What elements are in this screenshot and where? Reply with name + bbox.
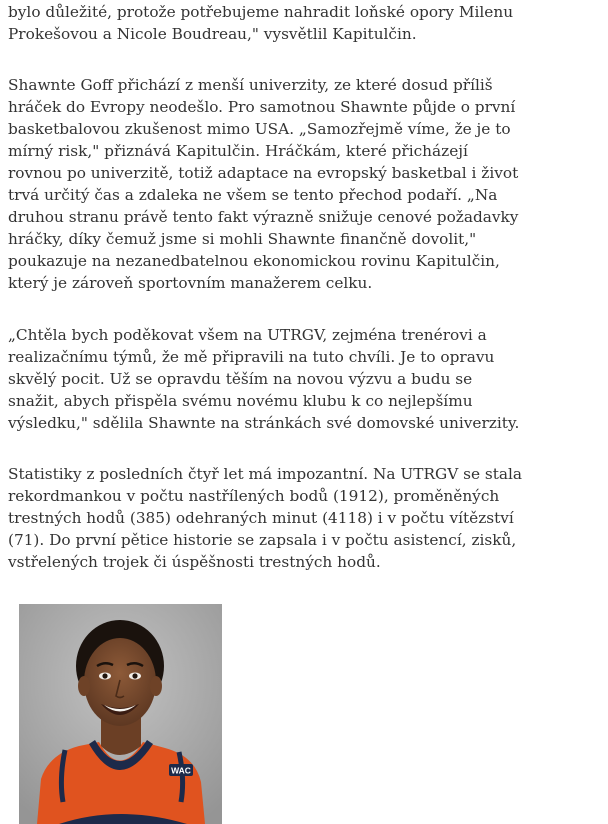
player-photo [19, 604, 222, 824]
text-line: bylo důležité, protože potřebujeme nahradit loňské opory Milenu [8, 3, 514, 21]
text-line: hráčky, díky čemuž jsme si mohli Shawnte finančně dovolit," [8, 230, 477, 248]
text-line: skvělý pocit. Už se opravdu těším na novou výzvu a budu se [8, 370, 473, 388]
text-line: rekordmankou v počtu nastřílených bodů (1912), proměněných [8, 487, 500, 505]
text-line: výsledku," sdělila Shawnte na stránkách své domovské univerzity. [8, 414, 520, 432]
jersey-mark-text: WAC [171, 765, 191, 776]
text-line: „Chtěla bych poděkovat všem na UTRGV, zejména trenérovi a [8, 326, 487, 344]
text-line: basketbalovou zkušenost mimo USA. „Samozřejmě víme, že je to [8, 120, 511, 138]
text-line: poukazuje na nezanedbatelnou ekonomickou rovinu Kapitulčin, [8, 252, 500, 270]
text-line: rovnou po univerzitě, totiž adaptace na evropský basketbal i život [8, 164, 519, 182]
text-line: snažit, abych přispěla svému novému klubu k co nejlepšímu [8, 392, 473, 410]
text-line: Prokešovou a Nicole Boudreau," vysvětlil Kapitulčin. [8, 25, 417, 43]
player-portrait-image [19, 604, 222, 824]
pupil-left [102, 673, 107, 678]
text-line: vstřelených trojek či úspěšnosti trestných hodů. [8, 553, 381, 571]
text-line: hráček do Evropy neodešlo. Pro samotnou Shawnte půjde o první [8, 98, 516, 116]
text-line: (71). Do první pětice historie se zapsala i v počtu asistencí, zisků, [8, 531, 517, 549]
pupil-right [132, 673, 137, 678]
article-paragraph [8, 463, 522, 573]
text-line: Statistiky z posledních čtyř let má impozantní. Na UTRGV se stala [8, 465, 523, 483]
article-paragraph [8, 324, 519, 434]
text-line: Shawnte Goff přichází z menší univerzity, ze které dosud příliš [8, 76, 493, 94]
ear-left [78, 676, 90, 696]
text-line: trvá určitý čas a zdaleka ne všem se tento přechod podaří. „Na [8, 186, 498, 204]
article-paragraph [8, 1, 513, 45]
article-paragraph [8, 74, 518, 294]
text-line: trestných hodů (385) odehraných minut (4118) i v počtu vítězství [8, 509, 514, 527]
text-line: mírný risk," přiznává Kapitulčin. Hráčkám, které přicházejí [8, 142, 468, 160]
text-line: který je zároveň sportovním manažerem celku. [8, 274, 373, 292]
text-line: realizačnímu týmů, že mě připravili na tuto chvíli. Je to opravu [8, 348, 495, 366]
ear-right [150, 676, 162, 696]
text-line: druhou stranu právě tento fakt výrazně snižuje cenové požadavky [8, 208, 519, 226]
